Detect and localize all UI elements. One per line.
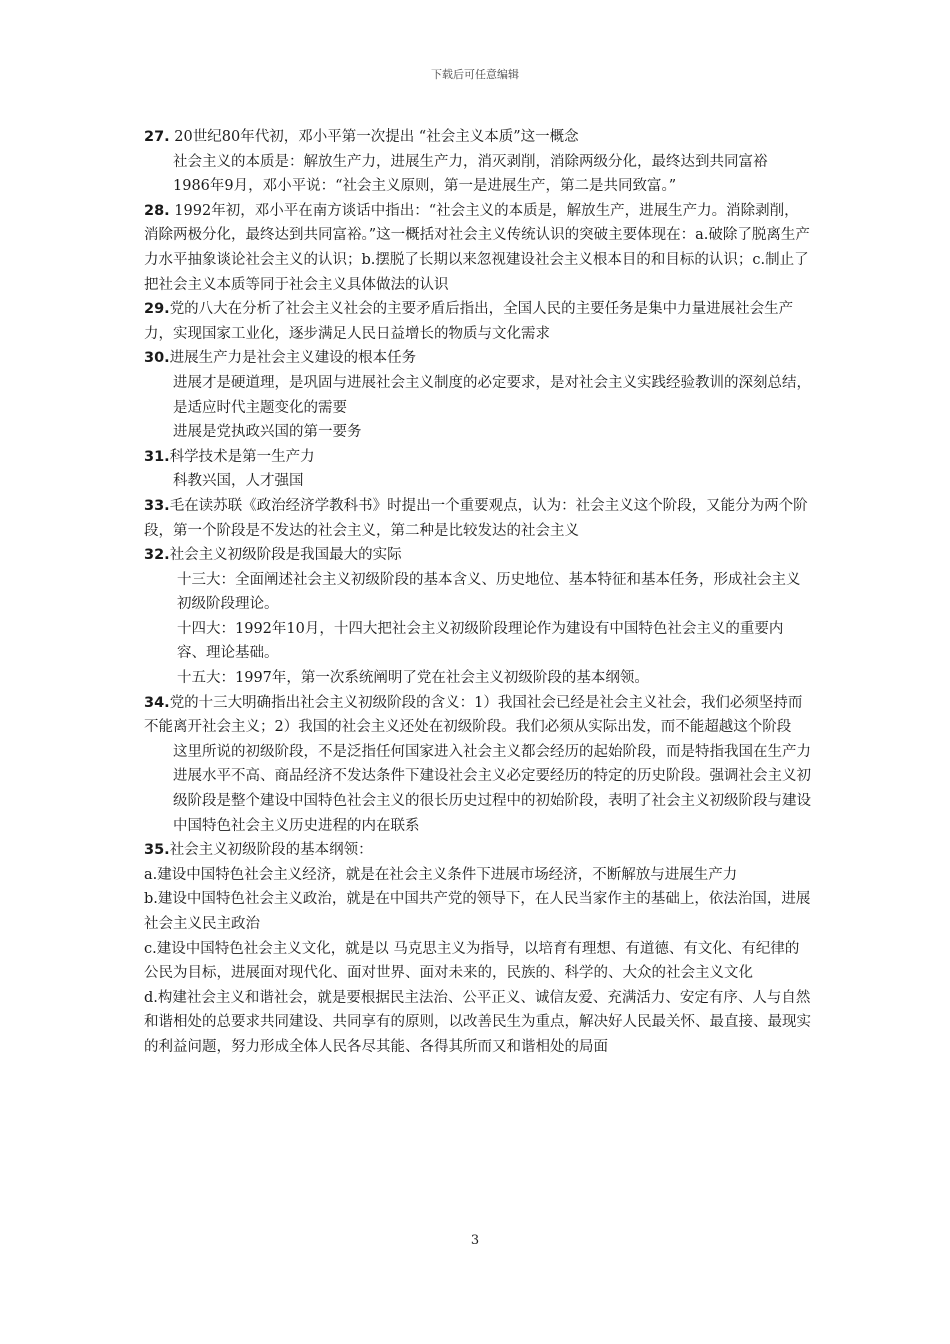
paragraph-text: b.建设中国特色社会主义政治，就是在中国共产党的领导下，在人民当家作主的基础上，依法治国，进展社会主义民主政治: [144, 891, 811, 932]
item-number: 28.: [144, 202, 170, 219]
page-number: 3: [470, 1233, 480, 1248]
paragraph-text: 社会主义初级阶段的基本纲领：: [169, 842, 373, 859]
paragraph-text: 十五大：1997年，第一次系统阐明了党在社会主义初级阶段的基本纲领。: [177, 670, 649, 687]
item-number: 27.: [144, 129, 170, 145]
paragraph: [144, 494, 812, 543]
paragraph: [144, 420, 812, 445]
paragraph-text: 毛在读苏联《政治经济学教科书》时提出一个重要观点，认为：社会主义这个阶段，又能分为两个阶段，第一个阶段是不发达的社会主义，第二种是比较发达的社会主义: [144, 497, 808, 539]
paragraph-text: 社会主义的本质是：解放生产力，进展生产力，消灭剥削，消除两级分化，最终达到共同富裕: [173, 153, 768, 170]
paragraph: [144, 346, 812, 371]
paragraph-text: 进展生产力是社会主义建设的根本任务: [169, 350, 417, 367]
item-number: 31.: [144, 448, 170, 465]
paragraph: [144, 863, 812, 888]
paragraph-text: d.构建社会主义和谐社会，就是要根据民主法治、公平正义、诚信友爱、充满活力、安定有序、人与自然和谐相处的总要求共同建设、共同享有的原则，以改善民生为重点，解决好人民最关怀、最直接、最现实的利益问题，努力形成全体人民各尽其能、各得其所而又和谐相处的局面: [144, 989, 811, 1055]
paragraph-text: 20世纪80年代初，邓小平第一次提出 “社会主义本质”这一概念: [169, 129, 579, 145]
paragraph: [144, 371, 812, 420]
paragraph: [144, 937, 812, 986]
paragraph: [144, 740, 812, 838]
paragraph-text: 十四大：1992年10月，十四大把社会主义初级阶段理论作为建设有中国特色社会主义的重要内容、理论基础。: [177, 620, 784, 662]
paragraph-text: 1986年9月，邓小平说：“社会主义原则，第一是进展生产，第二是共同致富。”: [173, 178, 677, 195]
paragraph: [144, 150, 812, 175]
paragraph-text: 十三大：全面阐述社会主义初级阶段的基本含义、历史地位、基本特征和基本任务，形成社会主义初级阶段理论。: [177, 571, 801, 613]
paragraph-text: c.建设中国特色社会主义文化，就是以 马克思主义为指导，以培育有理想、有道德、有文化、有纪律的公民为目标，进展面对现代化、面对世界、面对未来的，民族的、科学的、大众的社会主义文化: [144, 940, 800, 982]
paragraph: [144, 986, 812, 1060]
paragraph: [144, 469, 812, 494]
paragraph-text: 科学技术是第一生产力: [169, 448, 315, 465]
paragraph: [144, 125, 812, 150]
paragraph-text: 科教兴国，人才强国: [173, 473, 304, 490]
paragraph-text: 党的十三大明确指出社会主义初级阶段的含义：1）我国社会已经是社会主义社会，我们必须坚持而不能离开社会主义；2）我国的社会主义还处在初级阶段。我们必须从实际出发，而不能超越这个阶段: [144, 694, 803, 736]
item-number: 29.: [144, 301, 170, 318]
paragraph: [144, 568, 812, 617]
paragraph-text: 这里所说的初级阶段，不是泛指任何国家进入社会主义都会经历的起始阶段，而是特指我国在生产力进展水平不高、商品经济不发达条件下建设社会主义必定要经历的特定的历史阶段。强调社会主义初级阶段是整个建设中国特色社会主义的很长历史过程中的初始阶段，表明了社会主义初级阶段与建设中国特色社会主义历史进程的内在联系: [173, 743, 811, 834]
paragraph-text: a.建设中国特色社会主义经济，就是在社会主义条件下进展市场经济，不断解放与进展生产力: [144, 866, 738, 883]
paragraph: [144, 887, 812, 936]
item-number: 34.: [144, 694, 170, 711]
paragraph-text: 社会主义初级阶段是我国最大的实际: [169, 547, 402, 564]
paragraph-text: 进展是党执政兴国的第一要务: [173, 424, 362, 441]
paragraph: [144, 666, 812, 691]
paragraph-text: 党的八大在分析了社会主义社会的主要矛盾后指出，全国人民的主要任务是集中力量进展社会生产力，实现国家工业化，逐步满足人民日益增长的物质与文化需求: [144, 301, 794, 342]
paragraph: [144, 838, 812, 863]
paragraph-text: 进展才是硬道理，是巩固与进展社会主义制度的必定要求，是对社会主义实践经验教训的深刻总结，是适应时代主题变化的需要: [173, 374, 811, 416]
item-number: 35.: [144, 842, 170, 859]
paragraph: [144, 617, 812, 666]
paragraph: [144, 445, 812, 470]
paragraph: [144, 199, 812, 297]
item-number: 32.: [144, 547, 170, 564]
paragraph: [144, 543, 812, 568]
paragraph: [144, 691, 812, 740]
item-number: 30.: [144, 350, 170, 367]
item-number: 33.: [144, 497, 170, 514]
paragraph-text: 1992年初，邓小平在南方谈话中指出：“社会主义的本质是，解放生产，进展生产力。消除剥削，消除两极分化，最终达到共同富裕。”这一概括对社会主义传统认识的突破主要体现在：a.破除了脱离生产力水平抽象谈论社会主义的认识；b.摆脱了长期以来忽视建设社会主义根本目的和目标的认识；c.制止了把社会主义本质等同于社会主义具体做法的认识: [144, 202, 810, 293]
document-body: [144, 125, 812, 1060]
paragraph: [144, 297, 812, 346]
paragraph: [144, 174, 812, 199]
page-header: 下载后可任意编辑: [431, 68, 519, 81]
